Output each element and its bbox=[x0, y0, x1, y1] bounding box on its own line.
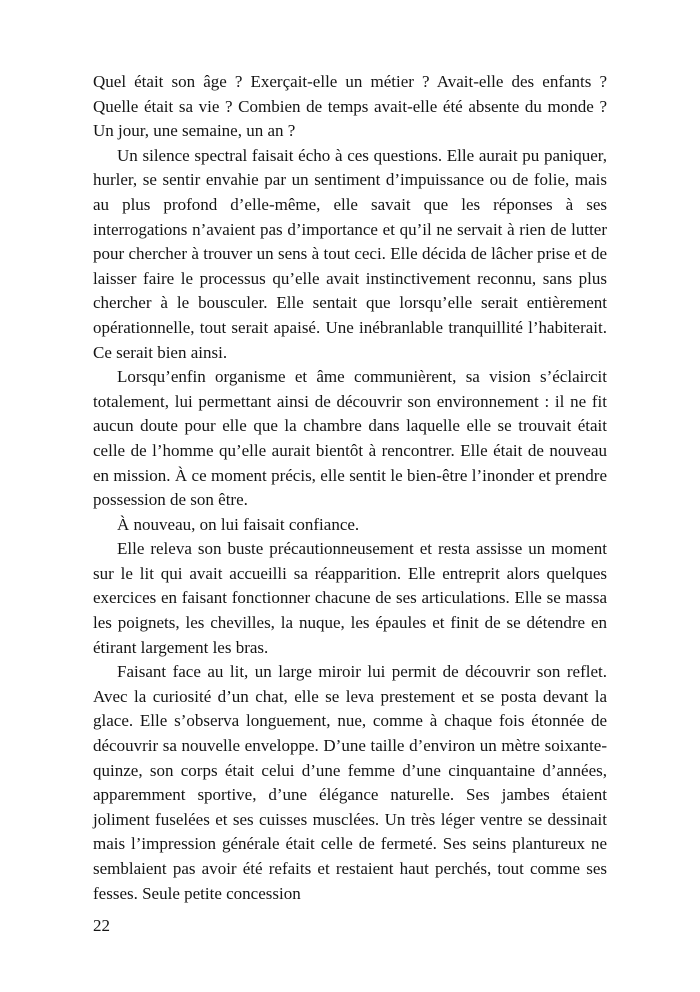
page-number: 22 bbox=[93, 916, 110, 935]
paragraph-6: Faisant face au lit, un large miroir lui permit de découvrir son reflet. Avec la curiosité d’un chat, elle se leva prestement et se posta devant la glace. Elle s’observa longuement, nue, comme à chaque fois étonnée de découvrir sa nouvelle enveloppe. D’une taille d’environ un mètre soixante-quinze, son corps était celui d’une femme d’une cinquantaine d’années, apparemment sportive, d’une élégance naturelle. Ses jambes étaient joliment fuselées et ses cuisses musclées. Un très léger ventre se dessinait mais l’impression générale était celle de fermeté. Ses seins plantureux ne semblaient pas avoir été refaits et restaient haut perchés, tout comme ses fesses. Seule petite concession bbox=[93, 662, 607, 903]
paragraph-2: Un silence spectral faisait écho à ces questions. Elle aurait pu paniquer, hurler, se sentir envahie par un sentiment d’impuissance ou de folie, mais au plus profond d’elle-même, elle savait que les réponses à ses interrogations n’avaient pas d’importance et qu’il ne servait à rien de lutter pour chercher à trouver un sens à tout ceci. Elle décida de lâcher prise et de laisser faire le processus qu’elle avait instinctivement reconnu, sans plus chercher à le bousculer. Elle sentait que lorsqu’elle serait entièrement opérationnelle, tout serait apaisé. Une inébranlable tranquillité l’habiterait. Ce serait bien ainsi. bbox=[93, 145, 607, 362]
paragraph-5: Elle releva son buste précautionneusement et resta assisse un moment sur le lit qui avait accueilli sa réapparition. Elle entreprit alors quelques exercices en faisant fonctionner chacune de ses articulations. Elle se massa les poignets, les chevilles, la nuque, les épaules et finit de se détendre en étirant largement les bras. bbox=[93, 539, 607, 657]
page-text bbox=[93, 70, 607, 906]
paragraph-1: Quel était son âge ? Exerçait-elle un métier ? Avait-elle des enfants ? Quelle était sa vie ? Combien de temps avait-elle été absente du monde ? Un jour, une semaine, un an ? bbox=[93, 72, 607, 141]
paragraph-3: Lorsqu’enfin organisme et âme communièrent, sa vision s’éclaircit totalement, lui permettant ainsi de découvrir son environnement : il ne fit aucun doute pour elle que la chambre dans laquelle elle se trouvait était celle de l’homme qu’elle aurait bientôt à rencontrer. Elle était de nouveau en mission. À ce moment précis, elle sentit le bien-être l’inonder et prendre possession de son être. bbox=[93, 367, 607, 510]
paragraph-4: À nouveau, on lui faisait confiance. bbox=[117, 514, 360, 534]
